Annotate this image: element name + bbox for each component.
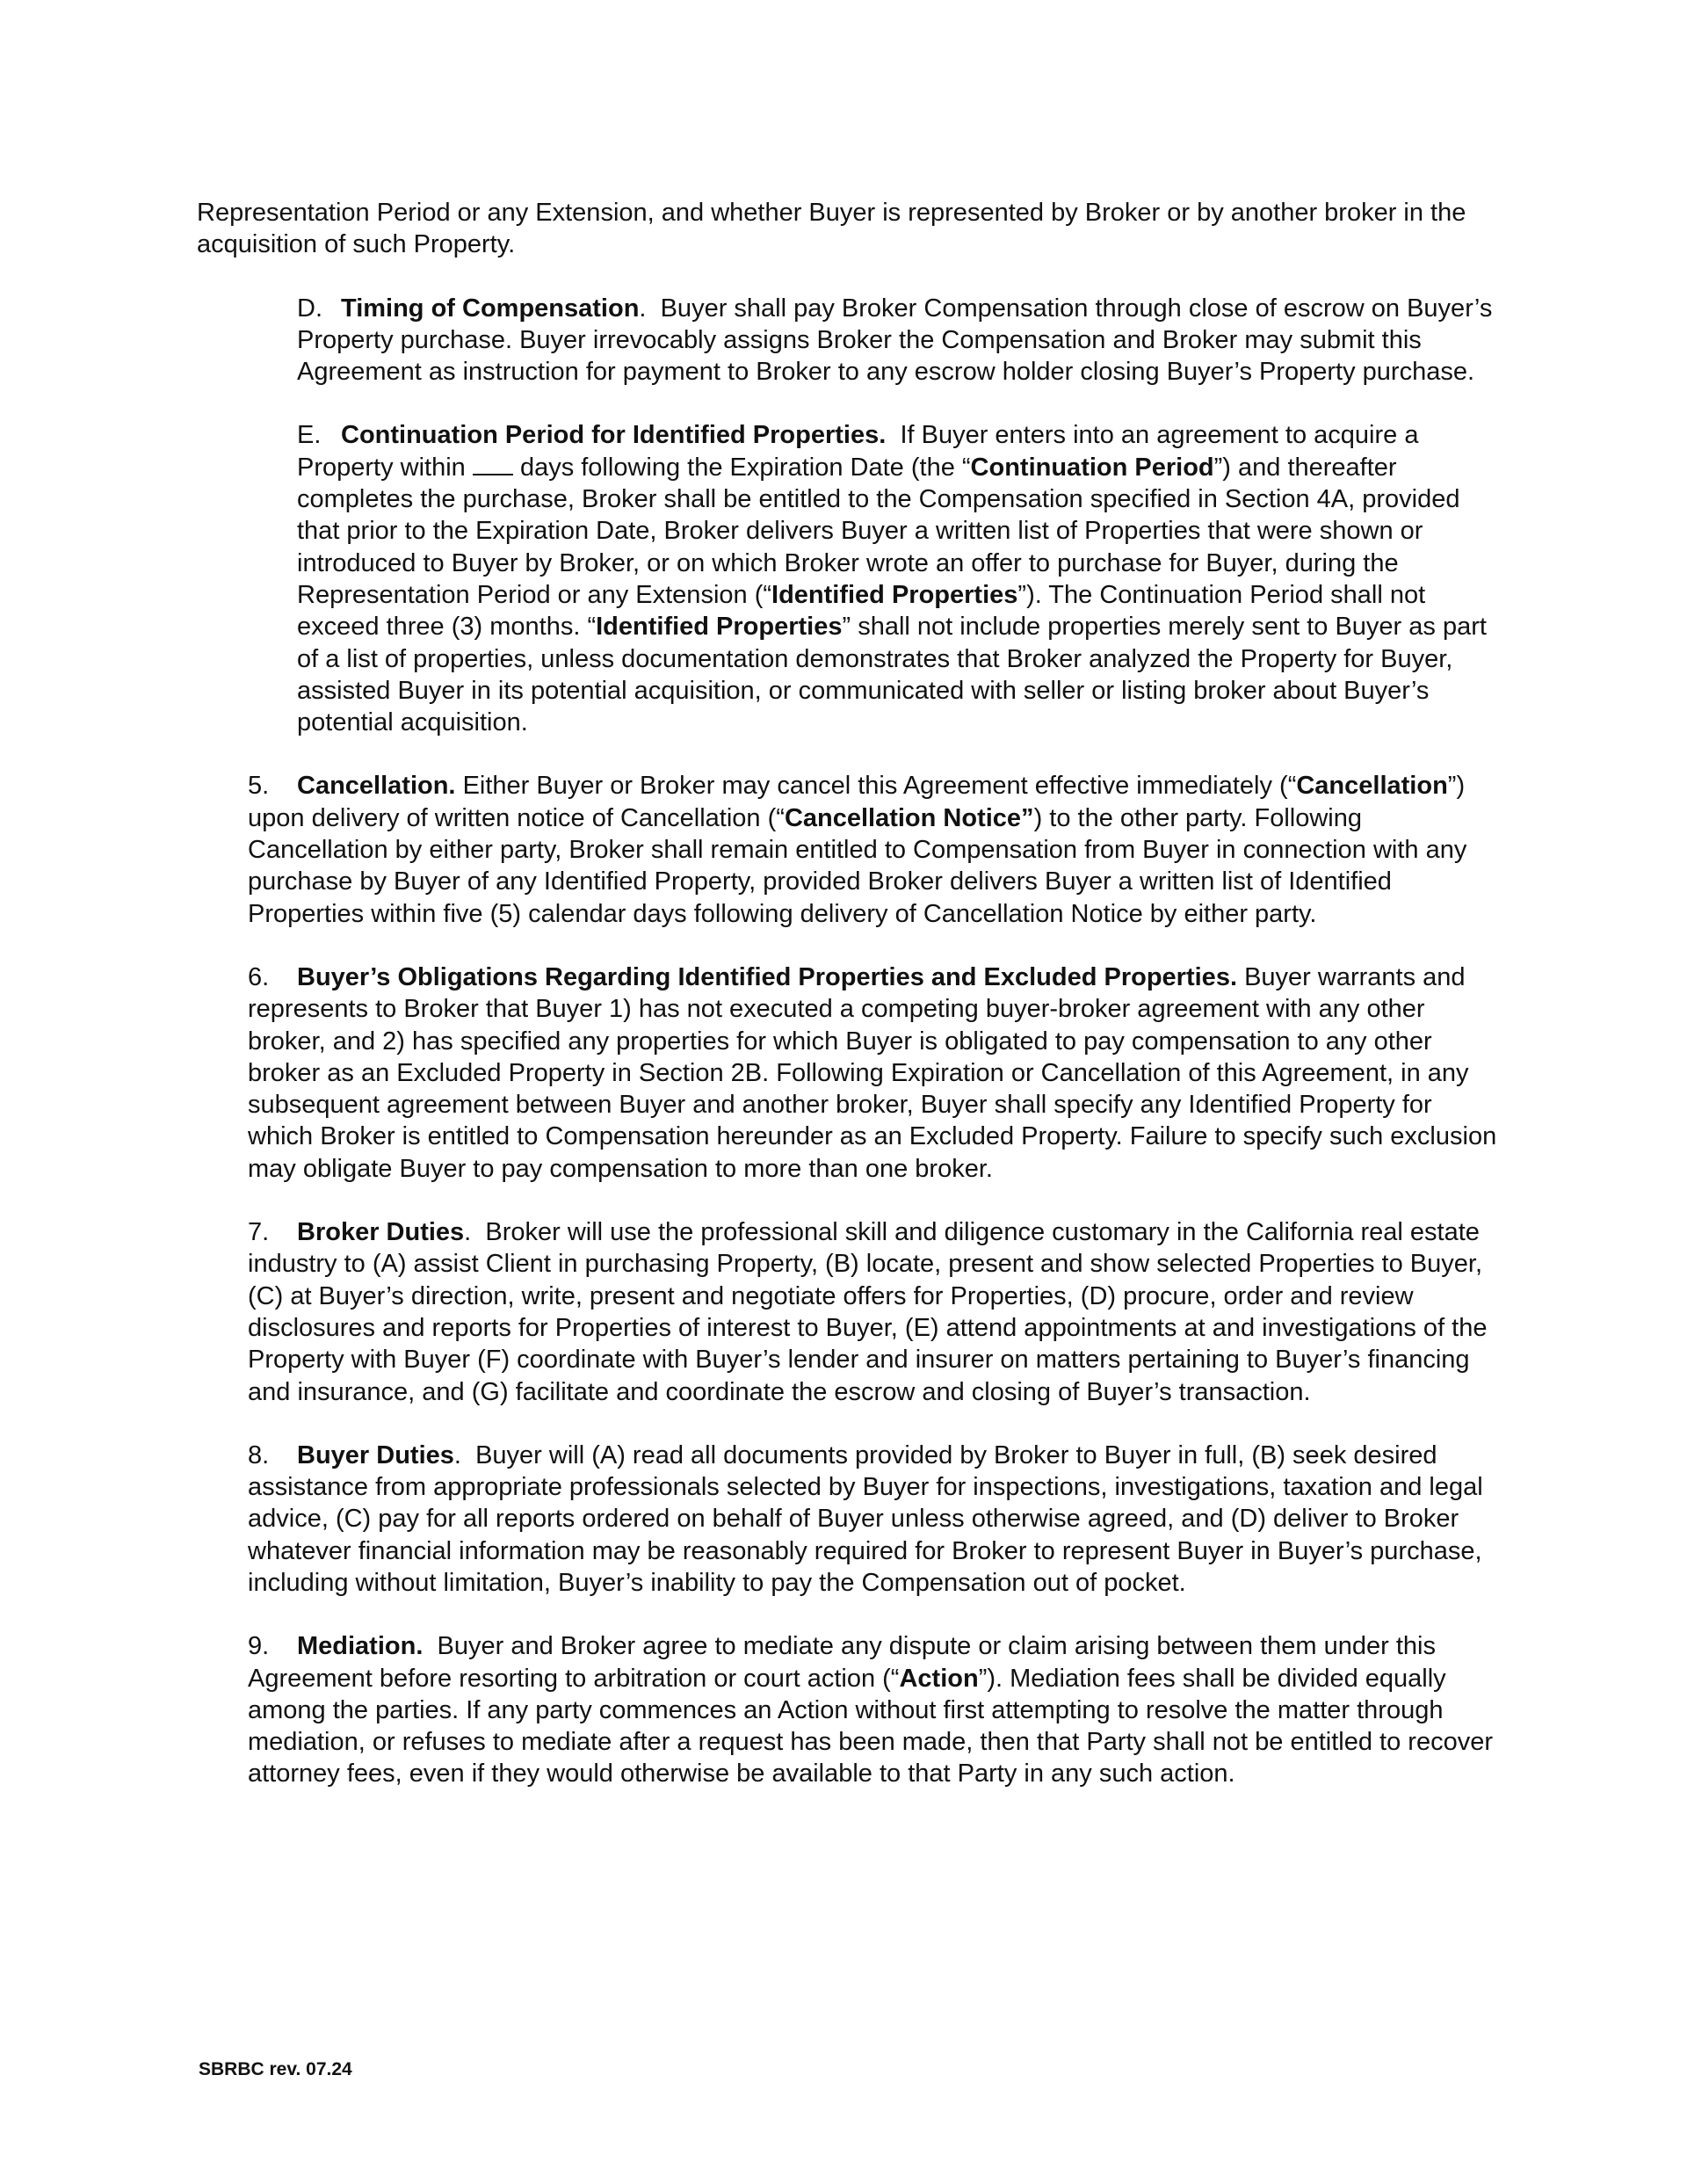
section-title: Broker Duties <box>297 1218 465 1247</box>
defined-term: Continuation Period <box>970 453 1214 482</box>
defined-term: Identified Properties <box>596 613 843 642</box>
section-label: 6. <box>248 962 270 991</box>
section-5-cancellation: 5. Cancellation. Either Buyer or Broker may cancel this Agreement effective immediately (“Cancellation”) upon delivery of written notice of Cancellation (“Cancellation Notice”) to the other party. Following Cancellation by either party, Broker shall remain entitled to Compensation from Buyer in connection with any purchase by Buyer of any Identified Property, provided Broker delivers Buyer a written list of Identified Properties within five (5) calendar days following delivery of Cancellation Notice by either party. <box>248 772 1467 928</box>
section-label: 8. <box>248 1440 270 1469</box>
section-label: E. <box>297 421 322 450</box>
document-page <box>197 197 1497 1822</box>
section-title: Buyer Duties <box>297 1440 454 1469</box>
days-blank-field[interactable] <box>473 454 513 475</box>
section-title: Continuation Period for Identified Properties. <box>341 421 887 450</box>
section-title: Buyer’s Obligations Regarding Identified Properties and Excluded Properties. <box>297 962 1237 991</box>
section-body: Buyer will (A) read all documents provided by Broker to Buyer in full, (B) seek desired assistance from appropriate professionals selected by Buyer for inspections, investigations, taxation and legal advice, (C) pay for all reports ordered on behalf of Buyer unless otherwise agreed, and (D) deliver to Broker whatever financial information may be reasonably required for Broker to represent Buyer in Buyer’s purchase, including without limitation, Buyer’s inability to pay the Compensation out of pocket. <box>248 1440 1483 1597</box>
continuation-paragraph: Representation Period or any Extension, and whether Buyer is represented by Broker or by another broker in the acquisition of such Property. <box>197 199 1466 259</box>
section-9-mediation: 9. Mediation. Buyer and Broker agree to mediate any dispute or claim arising between them under this Agreement before resorting to arbitration or court action (“Action”). Mediation fees shall be divided equally among the parties. If any party commences an Action without first attempting to resolve the matter through mediation, or refuses to mediate after a request has been made, then that Party shall not be entitled to recover attorney fees, even if they would otherwise be available to that Party in any such action. <box>248 1632 1493 1789</box>
section-body: Buyer shall pay Broker Compensation through close of escrow on Buyer’s Property purchase. Buyer irrevocably assigns Broker the Compensation and Broker may submit this Agreement as instruction for payment to Broker to any escrow holder closing Buyer’s Property purchase. <box>297 294 1493 387</box>
defined-term: Cancellation Notice” <box>784 803 1034 832</box>
defined-term: Action <box>899 1664 979 1693</box>
section-6-buyer-obligations <box>197 961 1497 1185</box>
section-e-continuation-period: E. Continuation Period for Identified Properties. If Buyer enters into an agreement to acquire a Property within days following the Expiration Date (the “Continuation Period”) and thereafter completes the purchase, Broker shall be entitled to the Compensation specified in Section 4A, provided that prior to the Expiration Date, Broker delivers Buyer a written list of Properties that were shown or introduced to Buyer by Broker, or on which Broker wrote an offer to purchase for Buyer, during the Representation Period or any Extension (“Identified Properties”). The Continuation Period shall not exceed three (3) months. “Identified Properties” shall not include properties merely sent to Buyer as part of a list of properties, unless documentation demonstrates that Broker analyzed the Property for Buyer, assisted Buyer in its potential acquisition, or communicated with seller or listing broker about Buyer’s potential acquisition. <box>297 421 1487 737</box>
section-7-broker-duties: 7. Broker Duties. Broker will use the professional skill and diligence customary in the California real estate industry to (A) assist Client in purchasing Property, (B) locate, present and show selected Properties to Buyer, (C) at Buyer’s direction, write, present and negotiate offers for Properties, (D) procure, order and review disclosures and reports for Properties of interest to Buyer, (E) attend appointments at and investigations of the Property with Buyer (F) coordinate with Buyer’s lender and insurer on matters pertaining to Buyer’s financing and insurance, and (G) facilitate and coordinate the escrow and closing of Buyer’s transaction. <box>248 1218 1488 1406</box>
section-label: 5. <box>248 772 270 801</box>
form-revision-footer: SBRBC rev. 07.24 <box>199 2059 352 2079</box>
section-label: 9. <box>248 1632 270 1661</box>
section-title: Cancellation. <box>297 772 456 801</box>
section-label: 7. <box>248 1218 270 1247</box>
section-body: Broker will use the professional skill and diligence customary in the California real estate industry to (A) assist Client in purchasing Property, (B) locate, present and show selected Properties to Buyer, (C) at Buyer’s direction, write, present and negotiate offers for Properties, (D) procure, order and review disclosures and reports for Properties of interest to Buyer, (E) attend appointments at and investigations of the Property with Buyer (F) coordinate with Buyer’s lender and insurer on matters pertaining to Buyer’s financing and insurance, and (G) facilitate and coordinate the escrow and closing of Buyer’s transaction. <box>248 1218 1488 1406</box>
section-title: Mediation. <box>297 1632 424 1661</box>
section-d-timing-of-compensation: D. Timing of Compensation. Buyer shall pay Broker Compensation through close of escrow on Buyer’s Property purchase. Buyer irrevocably assigns Broker the Compensation and Broker may submit this Agreement as instruction for payment to Broker to any escrow holder closing Buyer’s Property purchase. <box>297 294 1493 387</box>
defined-term: Identified Properties <box>771 580 1018 609</box>
section-body: Buyer warrants and represents to Broker that Buyer 1) has not executed a competing buyer-broker agreement with any other broker, and 2) has specified any properties for which Buyer is obligated to pay compensation to any other broker as an Excluded Property in Section 2B. Following Expiration or Cancellation of this Agreement, in any subsequent agreement between Buyer and another broker, Buyer shall specify any Identified Property for which Broker is entitled to Compensation hereunder as an Excluded Property. Failure to specify such exclusion may obligate Buyer to pay compensation to more than one broker. <box>248 962 1497 1183</box>
section-label: D. <box>297 294 322 323</box>
defined-term: Cancellation <box>1296 772 1448 801</box>
section-8-buyer-duties: 8. Buyer Duties. Buyer will (A) read all documents provided by Broker to Buyer in full, (B) seek desired assistance from appropriate professionals selected by Buyer for inspections, investigations, taxation and legal advice, (C) pay for all reports ordered on behalf of Buyer unless otherwise agreed, and (D) deliver to Broker whatever financial information may be reasonably required for Broker to represent Buyer in Buyer’s purchase, including without limitation, Buyer’s inability to pay the Compensation out of pocket. <box>248 1440 1483 1597</box>
section-title: Timing of Compensation <box>341 294 640 323</box>
